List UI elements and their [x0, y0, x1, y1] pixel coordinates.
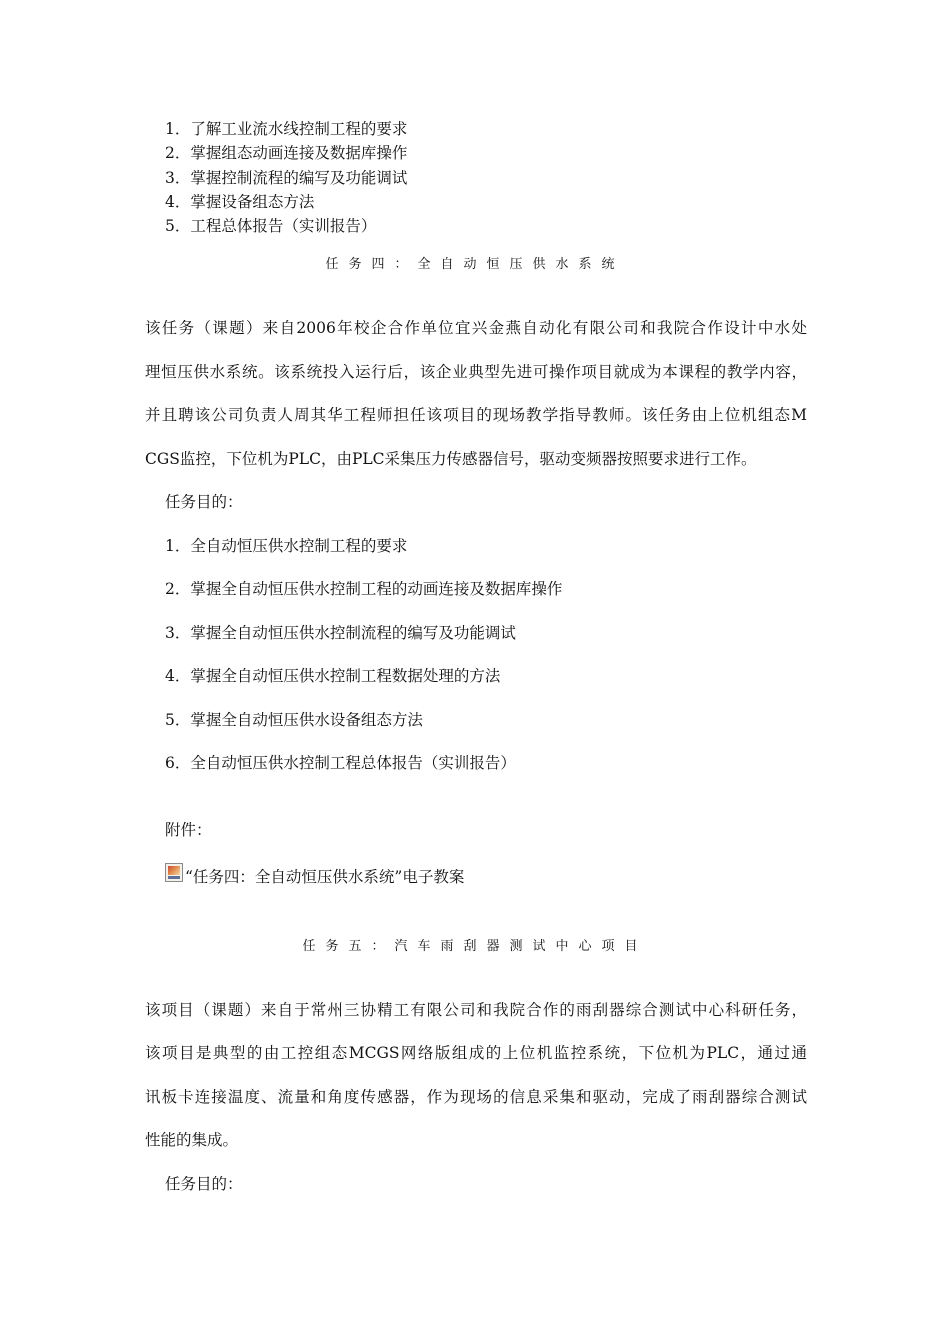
paragraph-line: 性能的集成。: [145, 1131, 239, 1149]
list-item: 2．掌握全自动恒压供水控制工程的动画连接及数据库操作: [165, 580, 563, 598]
paragraph-line: 该项目是典型的由工控组态MCGS网络版组成的上位机监控系统，下位机为PLC，通过通: [145, 1044, 807, 1062]
list-item: 1．全自动恒压供水控制工程的要求: [165, 537, 408, 555]
list-item: 4．掌握设备组态方法: [165, 193, 315, 211]
section-heading: 任务四：全自动恒压供水系统: [325, 257, 625, 272]
paragraph-line: 并且聘该公司负责人周其华工程师担任该项目的现场教学指导教师。该任务由上位机组态M: [145, 406, 807, 424]
list-item: 2．掌握组态动画连接及数据库操作: [165, 144, 408, 162]
list-item: 4．掌握全自动恒压供水控制工程数据处理的方法: [165, 667, 501, 685]
goals-label: 任务目的：: [165, 493, 243, 511]
list-item: 3．掌握全自动恒压供水控制流程的编写及功能调试: [165, 624, 516, 642]
attachment-label: 附件：: [165, 821, 212, 839]
paragraph-line: 该项目（课题）来自于常州三协精工有限公司和我院合作的雨刮器综合测试中心科研任务，: [145, 1001, 807, 1019]
paragraph-line: CGS监控，下位机为PLC，由PLC采集压力传感器信号，驱动变频器按照要求进行工作。: [145, 450, 757, 468]
list-item: 5．工程总体报告（实训报告）: [165, 217, 377, 235]
list-item: 3．掌握控制流程的编写及功能调试: [165, 169, 408, 187]
list-item: 1．了解工业流水线控制工程的要求: [165, 120, 408, 138]
paragraph-line: 该任务（课题）来自2006年校企合作单位宜兴金燕自动化有限公司和我院合作设计中水处: [145, 319, 807, 337]
section-heading: 任务五：汽车雨刮器测试中心项目: [302, 939, 648, 954]
attachment-link[interactable]: “任务四：全自动恒压供水系统”电子教案: [185, 868, 465, 886]
paragraph-line: 理恒压供水系统。该系统投入运行后，该企业典型先进可操作项目就成为本课程的教学内容，: [145, 363, 807, 381]
list-item: 5．掌握全自动恒压供水设备组态方法: [165, 711, 423, 729]
document-icon[interactable]: [165, 863, 183, 882]
goals-label: 任务目的：: [165, 1175, 243, 1193]
list-item: 6．全自动恒压供水控制工程总体报告（实训报告）: [165, 754, 516, 772]
paragraph-line: 讯板卡连接温度、流量和角度传感器，作为现场的信息采集和驱动，完成了雨刮器综合测试: [145, 1088, 807, 1106]
